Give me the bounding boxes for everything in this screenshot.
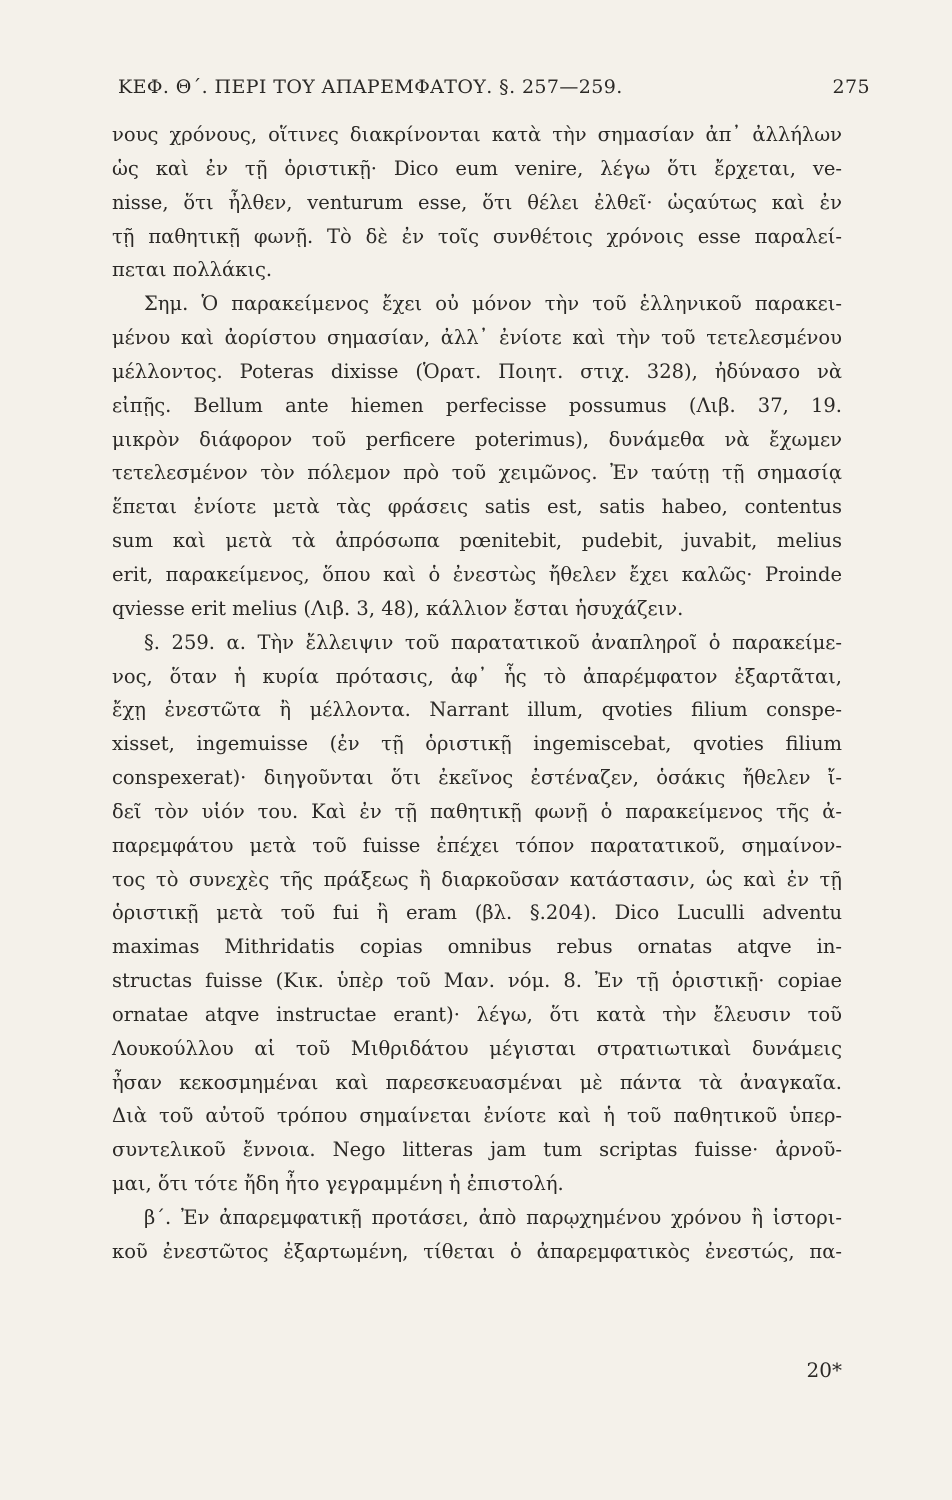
text-line: κοῦ ἐνεστῶτος ἐξαρτωμένη, τίθεται ὁ ἀπαρεμφατικὸς ἐνεστώς, πα- [112, 1239, 842, 1263]
text-line: τος τὸ συνεχὲς τῆς πράξεως ἢ διαρκοῦσαν κατάστασιν, ὡς καὶ ἐν τῇ [112, 867, 842, 891]
text-line: δεῖ τὸν υἱόν του. Καὶ ἐν τῇ παθητικῇ φωνῇ ὁ παρακείμενος τῆς ἀ- [112, 799, 842, 823]
text-line: structas fuisse (Κικ. ὑπὲρ τοῦ Μαν. νόμ. 8. Ἐν τῇ ὁριστικῇ· copiae [112, 969, 842, 993]
text-line: ἔχῃ ἐνεστῶτα ἢ μέλλοντα. Narrant illum, qvoties filium conspe- [112, 698, 842, 722]
text-line: συντελικοῦ ἔννοια. Nego litteras jam tum scriptas fuisse· ἀρνοῦ- [112, 1138, 842, 1162]
text-line: νος, ὅταν ἡ κυρία πρότασις, ἀφ᾽ ἧς τὸ ἀπαρέμφατον ἐξαρτᾶται, [112, 664, 842, 688]
body-text [112, 118, 842, 1269]
text-line: ὡς καὶ ἐν τῇ ὁριστικῇ· Dico eum venire, λέγω ὅτι ἔρχεται, ve- [112, 156, 842, 180]
text-line: τετελεσμένον τὸν πόλεμον πρὸ τοῦ χειμῶνος. Ἐν ταύτῃ τῇ σημασίᾳ [112, 461, 842, 485]
signature-mark: 20* [806, 1358, 842, 1382]
text-line: qviesse erit melius (Λιβ. 3, 48), κάλλιον ἔσται ἡσυχάζειν. [112, 596, 684, 620]
text-line: ornatae atqve instructae erant)· λέγω, ὅτι κατὰ τὴν ἔλευσιν τοῦ [112, 1002, 842, 1026]
page-number: 275 [832, 76, 870, 98]
text-line: ἦσαν κεκοσμημέναι καὶ παρεσκευασμέναι μὲ πάντα τὰ ἀναγκαῖα. [112, 1070, 842, 1094]
text-line: Διὰ τοῦ αὐτοῦ τρόπου σημαίνεται ἐνίοτε καὶ ἡ τοῦ παθητικοῦ ὑπερ- [112, 1104, 842, 1128]
text-line: παρεμφάτου μετὰ τοῦ fuisse ἐπέχει τόπον παρατατικοῦ, σημαίνον- [112, 833, 842, 857]
text-line: nisse, ὅτι ἦλθεν, venturum esse, ὅτι θέλει ἐλθεῖ· ὡςαύτως καὶ ἐν [112, 190, 842, 214]
text-line: μικρὸν διάφορον τοῦ perficere poterimus), δυνάμεθα νὰ ἔχωμεν [112, 427, 842, 451]
text-line: maximas Mithridatis copias omnibus rebus ornatas atqve in- [112, 935, 842, 959]
text-line: sum καὶ μετὰ τὰ ἀπρόσωπα pœnitebit, pudebit, juvabit, melius [112, 529, 842, 553]
text-line: νους χρόνους, οἵτινες διακρίνονται κατὰ τὴν σημασίαν ἀπ᾽ ἀλλήλων [112, 123, 842, 146]
text-line: μέλλοντος. Poteras dixisse (Ὁρατ. Ποιητ. στιχ. 328), ἠδύνασο νὰ [112, 359, 842, 383]
text-line: τῇ παθητικῇ φωνῇ. Τὸ δὲ ἐν τοῖς συνθέτοις χρόνοις esse παραλεί- [112, 224, 842, 248]
text-line: ἕπεται ἐνίοτε μετὰ τὰς φράσεις satis est, satis habeo, contentus [112, 495, 842, 519]
text-line: μαι, ὅτι τότε ἤδη ἦτο γεγραμμένη ἡ ἐπιστολή. [112, 1172, 564, 1196]
page-header [118, 76, 870, 102]
text-line: πεται πολλάκις. [112, 258, 273, 282]
text-line: erit, παρακείμενος, ὅπου καὶ ὁ ἐνεστὼς ἤθελεν ἔχει καλῶς· Proinde [112, 562, 842, 586]
text-line: εἰπῇς. Bellum ante hiemen perfecisse possumus (Λιβ. 37, 19. [112, 393, 842, 417]
text-line: §. 259. α. Τὴν ἔλλειψιν τοῦ παρατατικοῦ ἀναπληροῖ ὁ παρακείμε- [144, 630, 842, 654]
text-line: ὁριστικῇ μετὰ τοῦ fui ἢ eram (βλ. §.204). Dico Luculli adventu [112, 901, 842, 925]
text-line: Λουκούλλου αἱ τοῦ Μιθριδάτου μέγισται στρατιωτικαὶ δυνάμεις [112, 1036, 842, 1060]
text-line: Σημ. Ὁ παρακείμενος ἔχει οὐ μόνον τὴν τοῦ ἑλληνικοῦ παρακει- [144, 292, 842, 316]
text-line: xisset, ingemuisse (ἐν τῇ ὁριστικῇ ingemiscebat, qvoties filium [112, 732, 842, 756]
running-title: ΚΕΦ. Θ΄. ΠΕΡΙ ΤΟΥ ΑΠΑΡΕΜΦΑΤΟΥ. §. 257—259. [118, 76, 623, 98]
text-line: β΄. Ἐν ἀπαρεμφατικῇ προτάσει, ἀπὸ παρῳχημένου χρόνου ἢ ἱστορι- [144, 1206, 842, 1229]
text-line: μένου καὶ ἀορίστου σημασίαν, ἀλλ᾽ ἐνίοτε καὶ τὴν τοῦ τετελεσμένου [112, 326, 842, 350]
text-line: conspexerat)· διηγοῦνται ὅτι ἐκεῖνος ἐστέναζεν, ὁσάκις ἤθελεν ἴ- [112, 766, 842, 790]
